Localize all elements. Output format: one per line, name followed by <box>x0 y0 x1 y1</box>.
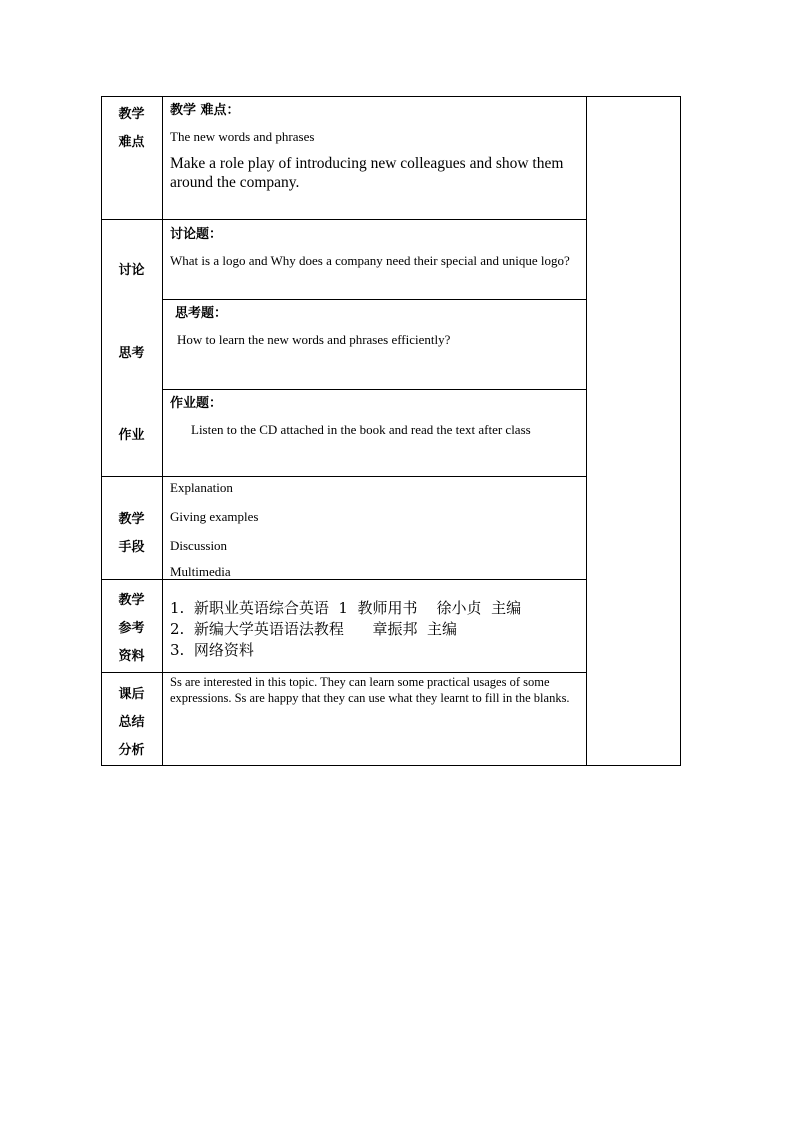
difficulty-line1: The new words and phrases <box>170 129 315 144</box>
homework-heading: 作业题： <box>170 396 223 411</box>
row-label-homework: 作业 <box>118 428 145 443</box>
row-label-methods: 教学 手段 <box>118 512 145 555</box>
thinking-heading: 思考题： <box>175 306 228 321</box>
method-item: Multimedia <box>170 564 231 579</box>
row-label-references: 教学 参考 资料 <box>118 593 145 664</box>
discussion-heading: 讨论题： <box>170 227 223 242</box>
homework-text: Listen to the CD attached in the book and read the text after class <box>191 422 531 437</box>
row-label-summary: 课后 总结 分析 <box>118 687 145 758</box>
reference-item: 2. 新编大学英语语法教程 章振邦 主编 <box>170 620 457 638</box>
row-divider <box>101 219 587 220</box>
discussion-text: What is a logo and Why does a company need their special and unique logo? <box>170 253 570 268</box>
row-divider <box>101 476 587 477</box>
method-item: Explanation <box>170 480 233 495</box>
difficulty-heading: 教学 难点： <box>170 103 240 118</box>
row-divider <box>101 672 587 673</box>
thinking-text: How to learn the new words and phrases efficiently? <box>177 332 451 347</box>
method-item: Discussion <box>170 538 228 553</box>
row-label-thinking: 思考 <box>118 346 145 361</box>
difficulty-line2: Make a role play of introducing new colleagues and show them around the company. <box>170 155 564 191</box>
row-label-discussion: 讨论 <box>118 263 145 278</box>
method-item: Giving examples <box>170 509 259 524</box>
table-divider-left <box>162 96 163 766</box>
row-label-difficulty: 教学 难点 <box>118 107 145 150</box>
reference-list <box>170 598 582 661</box>
row-divider <box>162 299 587 300</box>
row-divider <box>162 389 587 390</box>
reference-item: 3. 网络资料 <box>170 641 254 659</box>
summary-text: Ss are interested in this topic. They can learn some practical usages of some expressions. Ss are happy that they can use what they learnt to fill in the blanks. <box>170 675 570 705</box>
reference-item: 1. 新职业英语综合英语 1 教师用书 徐小贞 主编 <box>170 599 522 617</box>
table-divider-right <box>586 96 587 766</box>
